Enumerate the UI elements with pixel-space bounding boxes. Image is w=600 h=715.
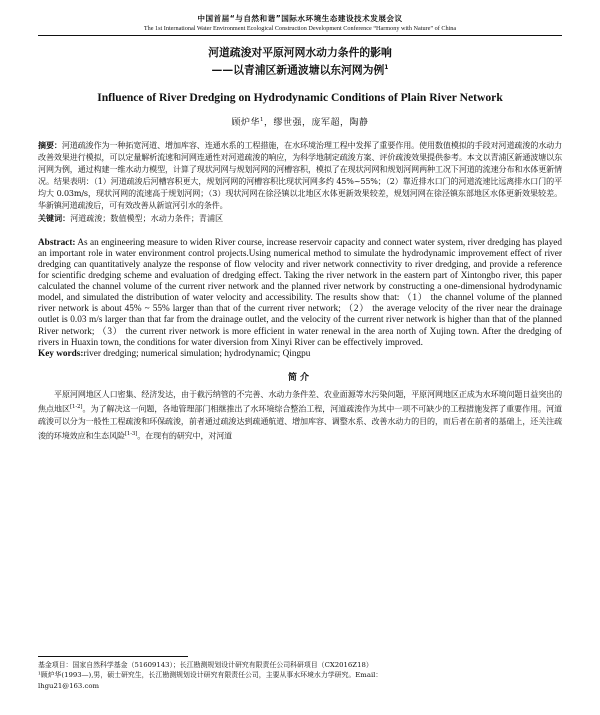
title-cn-line2: ——以青浦区新通波塘以东河网为例 xyxy=(211,63,385,77)
conference-header xyxy=(38,0,562,36)
title-cn-line1: 河道疏浚对平原河网水动力条件的影响 xyxy=(208,46,392,59)
footnote-author-text: ¹顾炉华(1993—),男，硕士研究生，长江勘测规划设计研究有限责任公司，主要从事水环境水力学研究。Email： xyxy=(38,671,383,680)
author-footnote-mark: 1 xyxy=(260,116,264,123)
conference-name-en: The 1st International Water Environment Ecological Construction Development Conference “Harmony with Nature” of China xyxy=(143,25,457,32)
title-cn xyxy=(38,45,562,78)
title-cn-line2-wrap xyxy=(38,60,562,78)
conference-name-cn: 中国首届“与自然和谐”国际水环境生态建设技术发展会议 xyxy=(197,14,403,23)
author-first: 顾炉华 xyxy=(231,117,260,128)
abstract-cn-text: 河道疏浚作为一种拓宽河道、增加库容、连通水系的工程措施，在水环境治理工程中发挥了重要作用。使用数值模拟的手段对河道疏浚的水动力改善效果进行模拟，可以定量解析流速和河网连通性对河道疏浚的响应，为科学地制定疏浚方案、评价疏浚效果提供参考。本文以青浦区新通波塘以东河网为例，通过构建一维水动力模型，计算了现状河网与规划河网的河槽容积，模拟了在现状河网和规划河网两种工况下河道的流速分布和水体更新情况。结果表明：（1）河道疏浚后河槽容积更大，规划河网的河槽容积比现状河网多约 45%~55%；（2）靠近排水口门的河道流速比远离排水口门的平均大 0.03m/s，现状河网的流速高于规划河网；（3）现状河网在徐泾镇以北地区水体更新效果较差，规划河网在徐泾镇东部地区水体更新效果较差。华新镇河道疏浚后，可有效改善从新谊河引水的条件。 xyxy=(38,140,562,211)
footnote-fund: 基金项目：国家自然科学基金（51609143）；长江勘测规划设计研究有限责任公司科研项目（CX2016Z18） xyxy=(38,661,373,669)
citation-ref: [1-2] xyxy=(69,403,83,410)
intro-paragraph xyxy=(38,389,562,444)
footnotes xyxy=(38,660,562,691)
footnote-author xyxy=(38,670,562,691)
keywords-en-label: Key words: xyxy=(38,348,84,359)
abstract-en-label: Abstract: xyxy=(38,238,76,249)
title-footnote-mark: 1 xyxy=(384,64,389,71)
author-list xyxy=(38,115,562,128)
keywords-en-text: river dredging; numerical simulation; hydrodynamic; Qingpu xyxy=(83,348,311,359)
author-rest: ，缪世强，庞军超，陶静 xyxy=(264,117,369,128)
abstract-cn xyxy=(38,140,562,213)
section-heading-intro: 简介 xyxy=(287,372,312,383)
keywords-en xyxy=(38,349,562,360)
intro-text-a: 平原河网地区人口密集、经济发达，由于截污纳管的不完善、水动力条件差、农业面源等水污染问题，平原河网地区正成为水环境问题日益突出的焦点地区 xyxy=(38,389,562,414)
keywords-cn-text: 河道疏浚；数值模型；水动力条件；青浦区 xyxy=(70,214,224,224)
author-email: lhgu21@163.com xyxy=(38,681,100,690)
keywords-cn xyxy=(38,213,562,225)
footnote-divider xyxy=(38,656,188,657)
abstract-en-text: As an engineering measure to widen River course, increase reservoir capacity and connect water system, river dredging has played an important role in water environment control projects.Using numerical method to simulate the hydrodynamic improvement effect of river dredging can quantitatively analyze the response of flow velocity and river network connectivity to river dredging, and provide a reference for scientific dredging scheme and evaluation of dredging effect. Taking the river network in the eastern part of Xintongbo river, this paper calculated the channel volume of the current river network and the planned river network by constructing a one-dimensional hydrodynamic model, and simulated the distribution of water velocity and accessibility. The results show that: （1） the channel volume of the planned river network is about 45% ~ 55% larger than that of the current river network; （2） the average velocity of the river near the drainage outlet is 0.03 m/s larger than that far from the drainage outlet, and the velocity of the current river network is higher than that of the planned River network; （3） the current river network is more efficient in water renewal in the area north of Xujing town. After the dredging of rivers in Huaxin town, the conditions for water diversion from Xinyi River can be effectively improved. xyxy=(38,238,562,348)
abstract-cn-label: 摘要： xyxy=(38,140,62,150)
header-divider xyxy=(38,35,562,36)
intro-text-c: 。在现有的研究中，对河道 xyxy=(137,431,233,441)
title-en: Influence of River Dredging on Hydrodynamic Conditions of Plain River Network xyxy=(97,90,503,104)
citation-ref: [1-3] xyxy=(124,431,138,438)
intro-text-b: 。为了解决这一问题，各地管理部门相继推出了水环境综合整治工程，河道疏浚作为其中一项不可缺少的工程措施发挥了重要作用。河道疏浚可以分为一般性工程疏浚和环保疏浚，前者通过疏浚达到疏通航道、增加库容、调整水系、改善水动力的目的，而后者在前者的基础上，还关注疏浚的环境效应和生态风险 xyxy=(38,404,563,441)
keywords-cn-label: 关键词： xyxy=(38,214,71,224)
abstract-en xyxy=(38,238,562,348)
